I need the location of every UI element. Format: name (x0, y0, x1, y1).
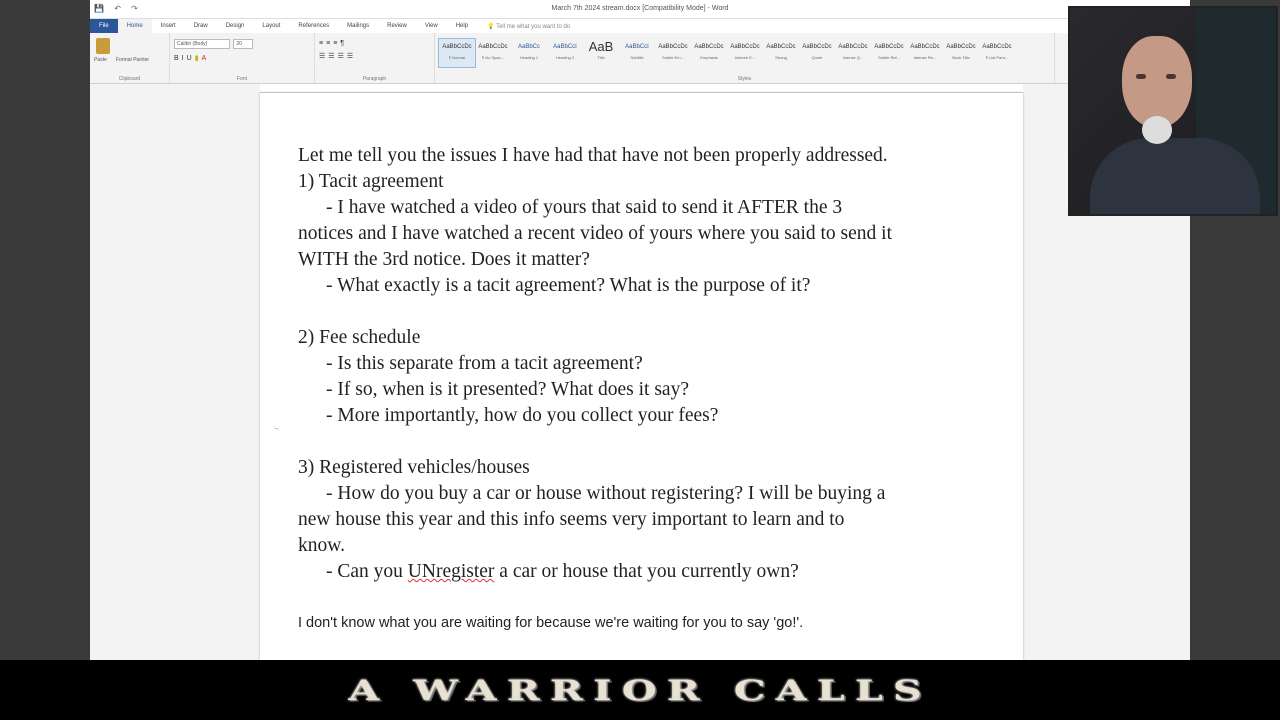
bullets-icon[interactable]: ≡ (319, 40, 327, 47)
style-item[interactable] (691, 39, 727, 67)
style-name: Strong (775, 55, 787, 60)
item3-point-a-cont: new house this year and this info seems very important to learn and to (298, 509, 845, 530)
style-name: Intense Q... (842, 55, 864, 60)
justify-icon[interactable]: ☰ (346, 53, 357, 60)
paste-label[interactable]: Paste (94, 57, 107, 63)
style-sample: AaBbCcDc (766, 44, 796, 50)
presenter-body (1090, 138, 1260, 216)
style-sample: AaBbCcI (553, 44, 577, 50)
style-name: Subtle Em... (662, 55, 684, 60)
item3-title: 3) Registered vehicles/houses (298, 457, 530, 478)
font-group (170, 33, 315, 83)
style-sample: AaBbCc (517, 44, 540, 50)
style-name: ¶ Normal (448, 55, 466, 60)
align-right-icon[interactable]: ☰ (337, 53, 347, 60)
style-sample: AaBbCcDc (478, 44, 508, 50)
style-item[interactable] (655, 39, 691, 67)
style-name: Intense Re... (913, 55, 937, 60)
presenter-face (1122, 36, 1192, 128)
style-item[interactable] (943, 39, 979, 67)
style-name: Quote (811, 55, 823, 60)
item3-point-a: - How do you buy a car or house without registering? I will be buying a (326, 483, 886, 504)
channel-banner (0, 660, 1280, 720)
save-icon[interactable]: 💾 (94, 4, 104, 13)
item3-point-a-cont2: know. (298, 535, 345, 556)
style-item[interactable] (619, 39, 655, 67)
clipboard-group-label: Clipboard (118, 76, 141, 82)
style-sample: AaBbCcDc (442, 44, 472, 50)
pilcrow-icon[interactable]: ¶ (340, 40, 348, 47)
style-item[interactable] (727, 39, 763, 67)
item3-b-pre: - Can you (326, 561, 408, 582)
style-name: Subtle Ref... (877, 55, 900, 60)
styles-gallery (439, 35, 1050, 67)
tab-help[interactable]: Help (455, 23, 469, 29)
tab-view[interactable]: View (424, 23, 438, 29)
font-size-select[interactable]: 20 (233, 39, 253, 49)
item3-b-post: a car or house that you currently own? (494, 561, 799, 582)
style-sample: AaBbCcI (625, 44, 649, 50)
format-painter-button[interactable]: Format Painter (116, 57, 150, 63)
document-page[interactable] (260, 93, 1023, 660)
style-item[interactable] (835, 39, 871, 67)
style-item[interactable] (511, 39, 547, 67)
tell-me-label: Tell me what you want to do (496, 23, 571, 30)
style-item[interactable] (439, 39, 475, 67)
styles-group-label: Styles (737, 76, 752, 82)
tab-design[interactable]: Design (225, 23, 245, 29)
align-row (319, 52, 430, 60)
style-sample: AaBbCcDc (730, 44, 760, 50)
item2-point-a: - Is this separate from a tacit agreement? (326, 353, 643, 374)
style-sample: AaBbCcDc (910, 44, 940, 50)
quick-access-toolbar (94, 0, 146, 18)
style-item[interactable] (583, 39, 619, 67)
item3-point-b (298, 559, 998, 585)
tab-insert[interactable]: Insert (160, 23, 176, 29)
item1-point-b: - What exactly is a tacit agreement? What is the purpose of it? (326, 275, 811, 296)
align-center-icon[interactable]: ☰ (328, 53, 338, 60)
item1-point-a-cont2: WITH the 3rd notice. Does it matter? (298, 249, 590, 270)
style-sample: AaBbCcDc (802, 44, 832, 50)
item2-point-c: - More importantly, how do you collect your fees? (326, 405, 719, 426)
style-sample: AaBbCcDc (982, 44, 1012, 50)
style-name: Book Title (952, 55, 970, 60)
tab-mailings[interactable]: Mailings (347, 23, 370, 29)
presenter-beard (1142, 116, 1172, 144)
tab-file[interactable]: File (90, 19, 118, 33)
item2-title: 2) Fee schedule (298, 327, 421, 348)
paragraph-mark-icon: ⨫ (274, 423, 279, 432)
numbering-icon[interactable]: ≡ (326, 40, 334, 47)
font-group-label: Font (236, 76, 247, 82)
style-item[interactable] (547, 39, 583, 67)
item2-point-b: - If so, when is it presented? What does it say? (326, 379, 689, 400)
style-item[interactable] (907, 39, 943, 67)
undo-icon[interactable]: ↶ (114, 4, 121, 13)
tab-references[interactable]: References (298, 23, 330, 29)
item1-point-a-cont: notices and I have watched a recent video of yours where you said to send it (298, 223, 893, 244)
tell-me-search[interactable]: 💡 Tell me what you want to do (487, 23, 571, 30)
styles-group (435, 33, 1055, 83)
style-sample: AaB (588, 39, 614, 54)
style-name: Title (597, 55, 605, 60)
ribbon (90, 33, 1190, 84)
indent-icon[interactable]: ≡ (333, 40, 341, 47)
italic-icon[interactable]: I (181, 55, 187, 62)
tab-home[interactable]: Home (118, 19, 152, 33)
style-name: Subtitle (630, 55, 644, 60)
style-sample: AaBbCcDc (838, 44, 868, 50)
window-title: March 7th 2024 stream.docx [Compatibility Mode] - Word (551, 5, 729, 12)
paragraph-group-label: Paragraph (362, 76, 387, 82)
style-sample: AaBbCcDc (694, 44, 724, 50)
clipboard-group (90, 33, 170, 83)
style-item[interactable] (799, 39, 835, 67)
align-left-icon[interactable]: ☰ (319, 53, 329, 60)
item1-point-a: - I have watched a video of yours that said to send it AFTER the 3 (326, 197, 843, 218)
banner-logo-text: A WARRIOR CALLS (348, 673, 932, 707)
font-format-row (174, 54, 310, 62)
horizontal-ruler[interactable] (260, 84, 1023, 93)
webcam-overlay (1068, 6, 1278, 216)
word-window (90, 0, 1190, 660)
bold-icon[interactable]: B (174, 55, 182, 62)
font-name-select[interactable]: Calibri (Body) (174, 39, 230, 49)
style-item[interactable] (475, 39, 511, 67)
spelling-error-word[interactable]: UNregister (407, 561, 495, 582)
document-body[interactable] (298, 143, 998, 585)
style-name: ¶ List Para... (985, 55, 1009, 60)
paste-icon[interactable] (96, 38, 110, 54)
highlight-icon[interactable]: ▮ (194, 55, 202, 62)
closing-line: I don't know what you are waiting for because we're waiting for you to say 'go!'. (298, 615, 804, 631)
tab-review[interactable]: Review (387, 23, 407, 29)
item1-title: 1) Tacit agreement (298, 171, 444, 192)
title-bar (90, 0, 1190, 19)
style-sample: AaBbCcDc (658, 44, 688, 50)
intro-line: Let me tell you the issues I have had that have not been properly addressed. (298, 145, 888, 166)
style-name: Heading 2 (555, 55, 575, 60)
bullets-row (319, 40, 430, 47)
style-item[interactable] (763, 39, 799, 67)
style-name: Emphasis (700, 55, 718, 60)
ribbon-tabs (90, 19, 1190, 33)
style-name: ¶ No Spac... (482, 55, 504, 60)
style-name: Intense E... (734, 55, 756, 60)
redo-icon[interactable]: ↷ (131, 4, 138, 13)
style-sample: AaBbCcDc (874, 44, 904, 50)
font-color-icon[interactable]: A (201, 55, 210, 62)
tab-layout[interactable]: Layout (262, 23, 281, 29)
style-sample: AaBbCcDc (946, 44, 976, 50)
underline-icon[interactable]: U (186, 55, 195, 62)
paragraph-group (315, 33, 435, 83)
style-item[interactable] (871, 39, 907, 67)
tab-draw[interactable]: Draw (193, 23, 208, 29)
style-item[interactable] (979, 39, 1015, 67)
style-name: Heading 1 (519, 55, 539, 60)
